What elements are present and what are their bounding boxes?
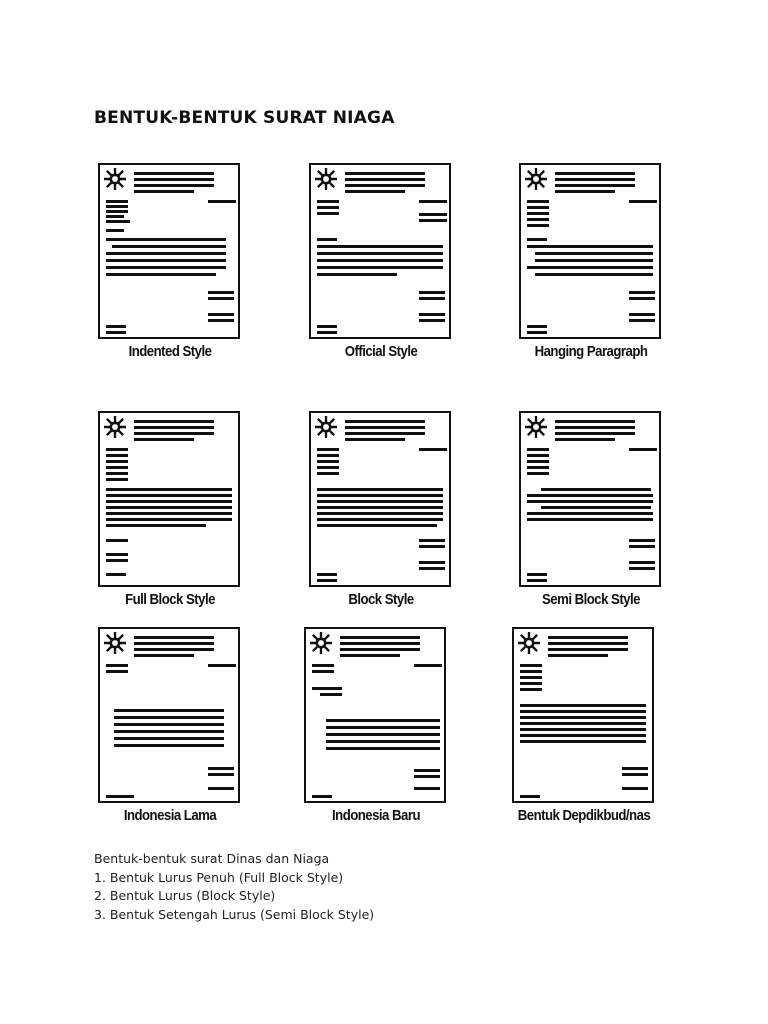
text-line	[106, 210, 128, 213]
text-line	[535, 273, 653, 276]
text-line	[106, 460, 128, 463]
text-line	[541, 506, 651, 509]
list-item: 3. Bentuk Setengah Lurus (Semi Block Style)	[94, 906, 375, 922]
text-line	[317, 206, 339, 209]
text-line	[520, 664, 542, 667]
text-line	[106, 229, 124, 232]
text-line	[520, 676, 542, 679]
text-line	[317, 506, 443, 509]
letter-thumbnail	[309, 411, 451, 587]
text-line	[629, 567, 655, 570]
text-line	[527, 266, 653, 269]
letter-thumbnail	[98, 163, 240, 339]
text-line	[326, 719, 440, 722]
text-line	[622, 767, 648, 770]
letter-style-card	[305, 160, 475, 385]
style-caption: Semi Block Style	[542, 591, 640, 608]
sun-emblem-icon	[310, 632, 332, 654]
text-line	[326, 726, 440, 729]
text-line	[106, 664, 128, 667]
text-line	[317, 579, 337, 582]
text-line	[134, 642, 214, 645]
text-line	[106, 494, 232, 497]
text-line	[527, 245, 653, 248]
text-line	[345, 426, 425, 429]
text-line	[520, 740, 646, 743]
text-line	[629, 319, 655, 322]
list-item: 2. Bentuk Lurus (Block Style)	[94, 888, 276, 903]
text-line	[106, 472, 128, 475]
text-line	[317, 494, 443, 497]
style-caption: Hanging Paragraph	[534, 343, 648, 360]
text-line	[629, 539, 655, 542]
text-line	[520, 704, 646, 707]
text-line	[527, 206, 549, 209]
letter-style-card	[300, 624, 470, 849]
text-line	[345, 432, 425, 435]
text-line	[208, 767, 234, 770]
text-line	[629, 448, 657, 451]
text-line	[345, 184, 425, 187]
text-line	[106, 220, 130, 223]
text-line	[106, 200, 128, 203]
text-line	[106, 448, 128, 451]
text-line	[312, 687, 342, 690]
text-line	[134, 420, 214, 423]
text-line	[548, 648, 628, 651]
text-line	[629, 313, 655, 316]
text-line	[106, 454, 128, 457]
text-line	[208, 787, 234, 790]
text-line	[134, 432, 214, 435]
list-item: 1. Bentuk Lurus Penuh (Full Block Style)	[94, 869, 344, 885]
text-line	[317, 573, 337, 576]
text-line	[208, 291, 234, 294]
text-line	[317, 252, 443, 255]
text-line	[106, 466, 128, 469]
text-line	[520, 728, 646, 731]
sun-emblem-icon	[525, 168, 547, 190]
document-title: BENTUK-BENTUK SURAT NIAGA	[94, 108, 395, 128]
style-caption: Official Style	[344, 343, 418, 360]
text-line	[419, 297, 445, 300]
text-line	[208, 200, 236, 203]
text-line	[527, 200, 549, 203]
style-caption: Indonesia Lama	[123, 807, 217, 824]
text-line	[114, 744, 224, 747]
text-line	[520, 795, 540, 798]
text-line	[134, 190, 194, 193]
text-line	[419, 567, 445, 570]
text-line	[317, 460, 339, 463]
text-line	[414, 769, 440, 772]
text-line	[340, 654, 400, 657]
text-line	[106, 273, 216, 276]
text-line	[414, 787, 440, 790]
text-line	[419, 319, 445, 322]
text-line	[527, 224, 549, 227]
text-line	[548, 642, 628, 645]
text-line	[527, 494, 653, 497]
text-line	[340, 636, 420, 639]
text-line	[419, 213, 447, 216]
style-caption: Full Block Style	[125, 591, 215, 608]
sun-emblem-icon	[525, 416, 547, 438]
text-line	[527, 331, 547, 334]
text-line	[340, 642, 420, 645]
text-line	[419, 448, 447, 451]
text-line	[527, 212, 549, 215]
text-line	[106, 266, 226, 269]
letter-thumbnail	[98, 411, 240, 587]
text-line	[134, 636, 214, 639]
text-line	[114, 737, 224, 740]
letter-thumbnail	[98, 627, 240, 803]
text-line	[317, 488, 443, 491]
text-line	[520, 682, 542, 685]
text-line	[317, 238, 337, 241]
text-line	[419, 291, 445, 294]
text-line	[208, 664, 236, 667]
text-line	[106, 506, 232, 509]
text-line	[317, 454, 339, 457]
text-line	[106, 252, 226, 255]
letter-thumbnail	[309, 163, 451, 339]
sun-emblem-icon	[104, 632, 126, 654]
letter-style-card	[515, 408, 685, 633]
text-line	[340, 648, 420, 651]
text-line	[106, 238, 226, 241]
text-line	[419, 200, 447, 203]
text-line	[629, 561, 655, 564]
text-line	[527, 218, 549, 221]
text-line	[106, 215, 124, 218]
text-line	[419, 545, 445, 548]
text-line	[622, 787, 648, 790]
text-line	[106, 500, 232, 503]
text-line	[208, 313, 234, 316]
text-line	[106, 795, 134, 798]
letter-style-card	[508, 624, 678, 849]
text-line	[106, 488, 232, 491]
text-line	[629, 200, 657, 203]
text-line	[106, 670, 128, 673]
letter-style-card	[305, 408, 475, 633]
text-line	[345, 172, 425, 175]
text-line	[419, 313, 445, 316]
text-line	[527, 573, 547, 576]
sun-emblem-icon	[315, 168, 337, 190]
text-line	[106, 325, 126, 328]
style-caption: Indonesia Baru	[332, 807, 420, 824]
text-line	[106, 518, 232, 521]
text-line	[629, 297, 655, 300]
text-line	[114, 723, 224, 726]
sun-emblem-icon	[104, 168, 126, 190]
text-line	[317, 212, 339, 215]
text-line	[527, 238, 547, 241]
text-line	[326, 747, 440, 750]
text-line	[317, 466, 339, 469]
text-line	[419, 561, 445, 564]
text-line	[520, 734, 646, 737]
text-line	[555, 178, 635, 181]
style-caption: Block Style	[348, 591, 414, 608]
text-line	[317, 518, 443, 521]
text-line	[345, 438, 405, 441]
text-line	[326, 733, 440, 736]
text-line	[106, 573, 126, 576]
text-line	[345, 190, 405, 193]
sun-emblem-icon	[518, 632, 540, 654]
text-line	[326, 740, 440, 743]
letter-style-card	[94, 624, 264, 849]
text-line	[527, 466, 549, 469]
text-line	[527, 518, 653, 521]
text-line	[312, 670, 334, 673]
text-line	[520, 722, 646, 725]
text-line	[527, 579, 547, 582]
letter-style-card	[94, 408, 264, 633]
text-line	[555, 184, 635, 187]
text-line	[548, 654, 608, 657]
text-line	[414, 775, 440, 778]
text-line	[114, 730, 224, 733]
text-line	[555, 420, 635, 423]
text-line	[312, 795, 332, 798]
text-line	[317, 448, 339, 451]
text-line	[106, 553, 128, 556]
text-line	[208, 319, 234, 322]
text-line	[527, 454, 549, 457]
text-line	[106, 559, 128, 562]
text-line	[134, 184, 214, 187]
text-line	[312, 664, 334, 667]
text-line	[317, 266, 443, 269]
text-line	[114, 716, 224, 719]
letter-style-card	[94, 160, 264, 385]
text-line	[106, 205, 128, 208]
letter-thumbnail	[512, 627, 654, 803]
intro-line: Bentuk-bentuk surat Dinas dan Niaga	[94, 851, 330, 866]
text-line	[114, 709, 224, 712]
text-line	[134, 438, 194, 441]
text-line	[106, 539, 128, 542]
text-line	[555, 426, 635, 429]
text-line	[106, 512, 232, 515]
text-line	[134, 172, 214, 175]
text-line	[317, 245, 443, 248]
text-line	[345, 420, 425, 423]
letter-thumbnail	[304, 627, 446, 803]
letter-thumbnail	[519, 411, 661, 587]
text-line	[541, 488, 651, 491]
text-line	[535, 252, 653, 255]
text-line	[555, 432, 635, 435]
text-line	[555, 190, 615, 193]
text-line	[134, 426, 214, 429]
text-line	[317, 472, 339, 475]
text-line	[208, 773, 234, 776]
text-line	[520, 716, 646, 719]
text-line	[112, 245, 226, 248]
text-line	[317, 331, 337, 334]
text-line	[317, 524, 437, 527]
sun-emblem-icon	[104, 416, 126, 438]
text-line	[527, 500, 653, 503]
letter-thumbnail	[519, 163, 661, 339]
text-line	[548, 636, 628, 639]
text-line	[317, 325, 337, 328]
text-line	[555, 438, 615, 441]
text-line	[527, 325, 547, 328]
body-text	[94, 850, 374, 924]
text-line	[106, 331, 126, 334]
text-line	[629, 291, 655, 294]
text-line	[317, 273, 397, 276]
text-line	[414, 664, 442, 667]
text-line	[320, 693, 342, 696]
text-line	[208, 297, 234, 300]
text-line	[345, 178, 425, 181]
text-line	[106, 524, 206, 527]
text-line	[317, 512, 443, 515]
text-line	[555, 172, 635, 175]
text-line	[317, 500, 443, 503]
text-line	[317, 200, 339, 203]
text-line	[520, 688, 542, 691]
text-line	[622, 773, 648, 776]
text-line	[134, 648, 214, 651]
style-caption: Indented Style	[128, 343, 212, 360]
sun-emblem-icon	[315, 416, 337, 438]
text-line	[317, 259, 443, 262]
text-line	[106, 259, 226, 262]
text-line	[527, 472, 549, 475]
text-line	[106, 478, 128, 481]
text-line	[520, 670, 542, 673]
text-line	[527, 448, 549, 451]
letter-style-card	[515, 160, 685, 385]
text-line	[527, 512, 653, 515]
text-line	[527, 460, 549, 463]
text-line	[134, 178, 214, 181]
text-line	[535, 259, 653, 262]
style-caption: Bentuk Depdikbud/nas	[517, 807, 651, 824]
text-line	[629, 545, 655, 548]
text-line	[419, 219, 447, 222]
text-line	[134, 654, 194, 657]
text-line	[419, 539, 445, 542]
text-line	[520, 710, 646, 713]
